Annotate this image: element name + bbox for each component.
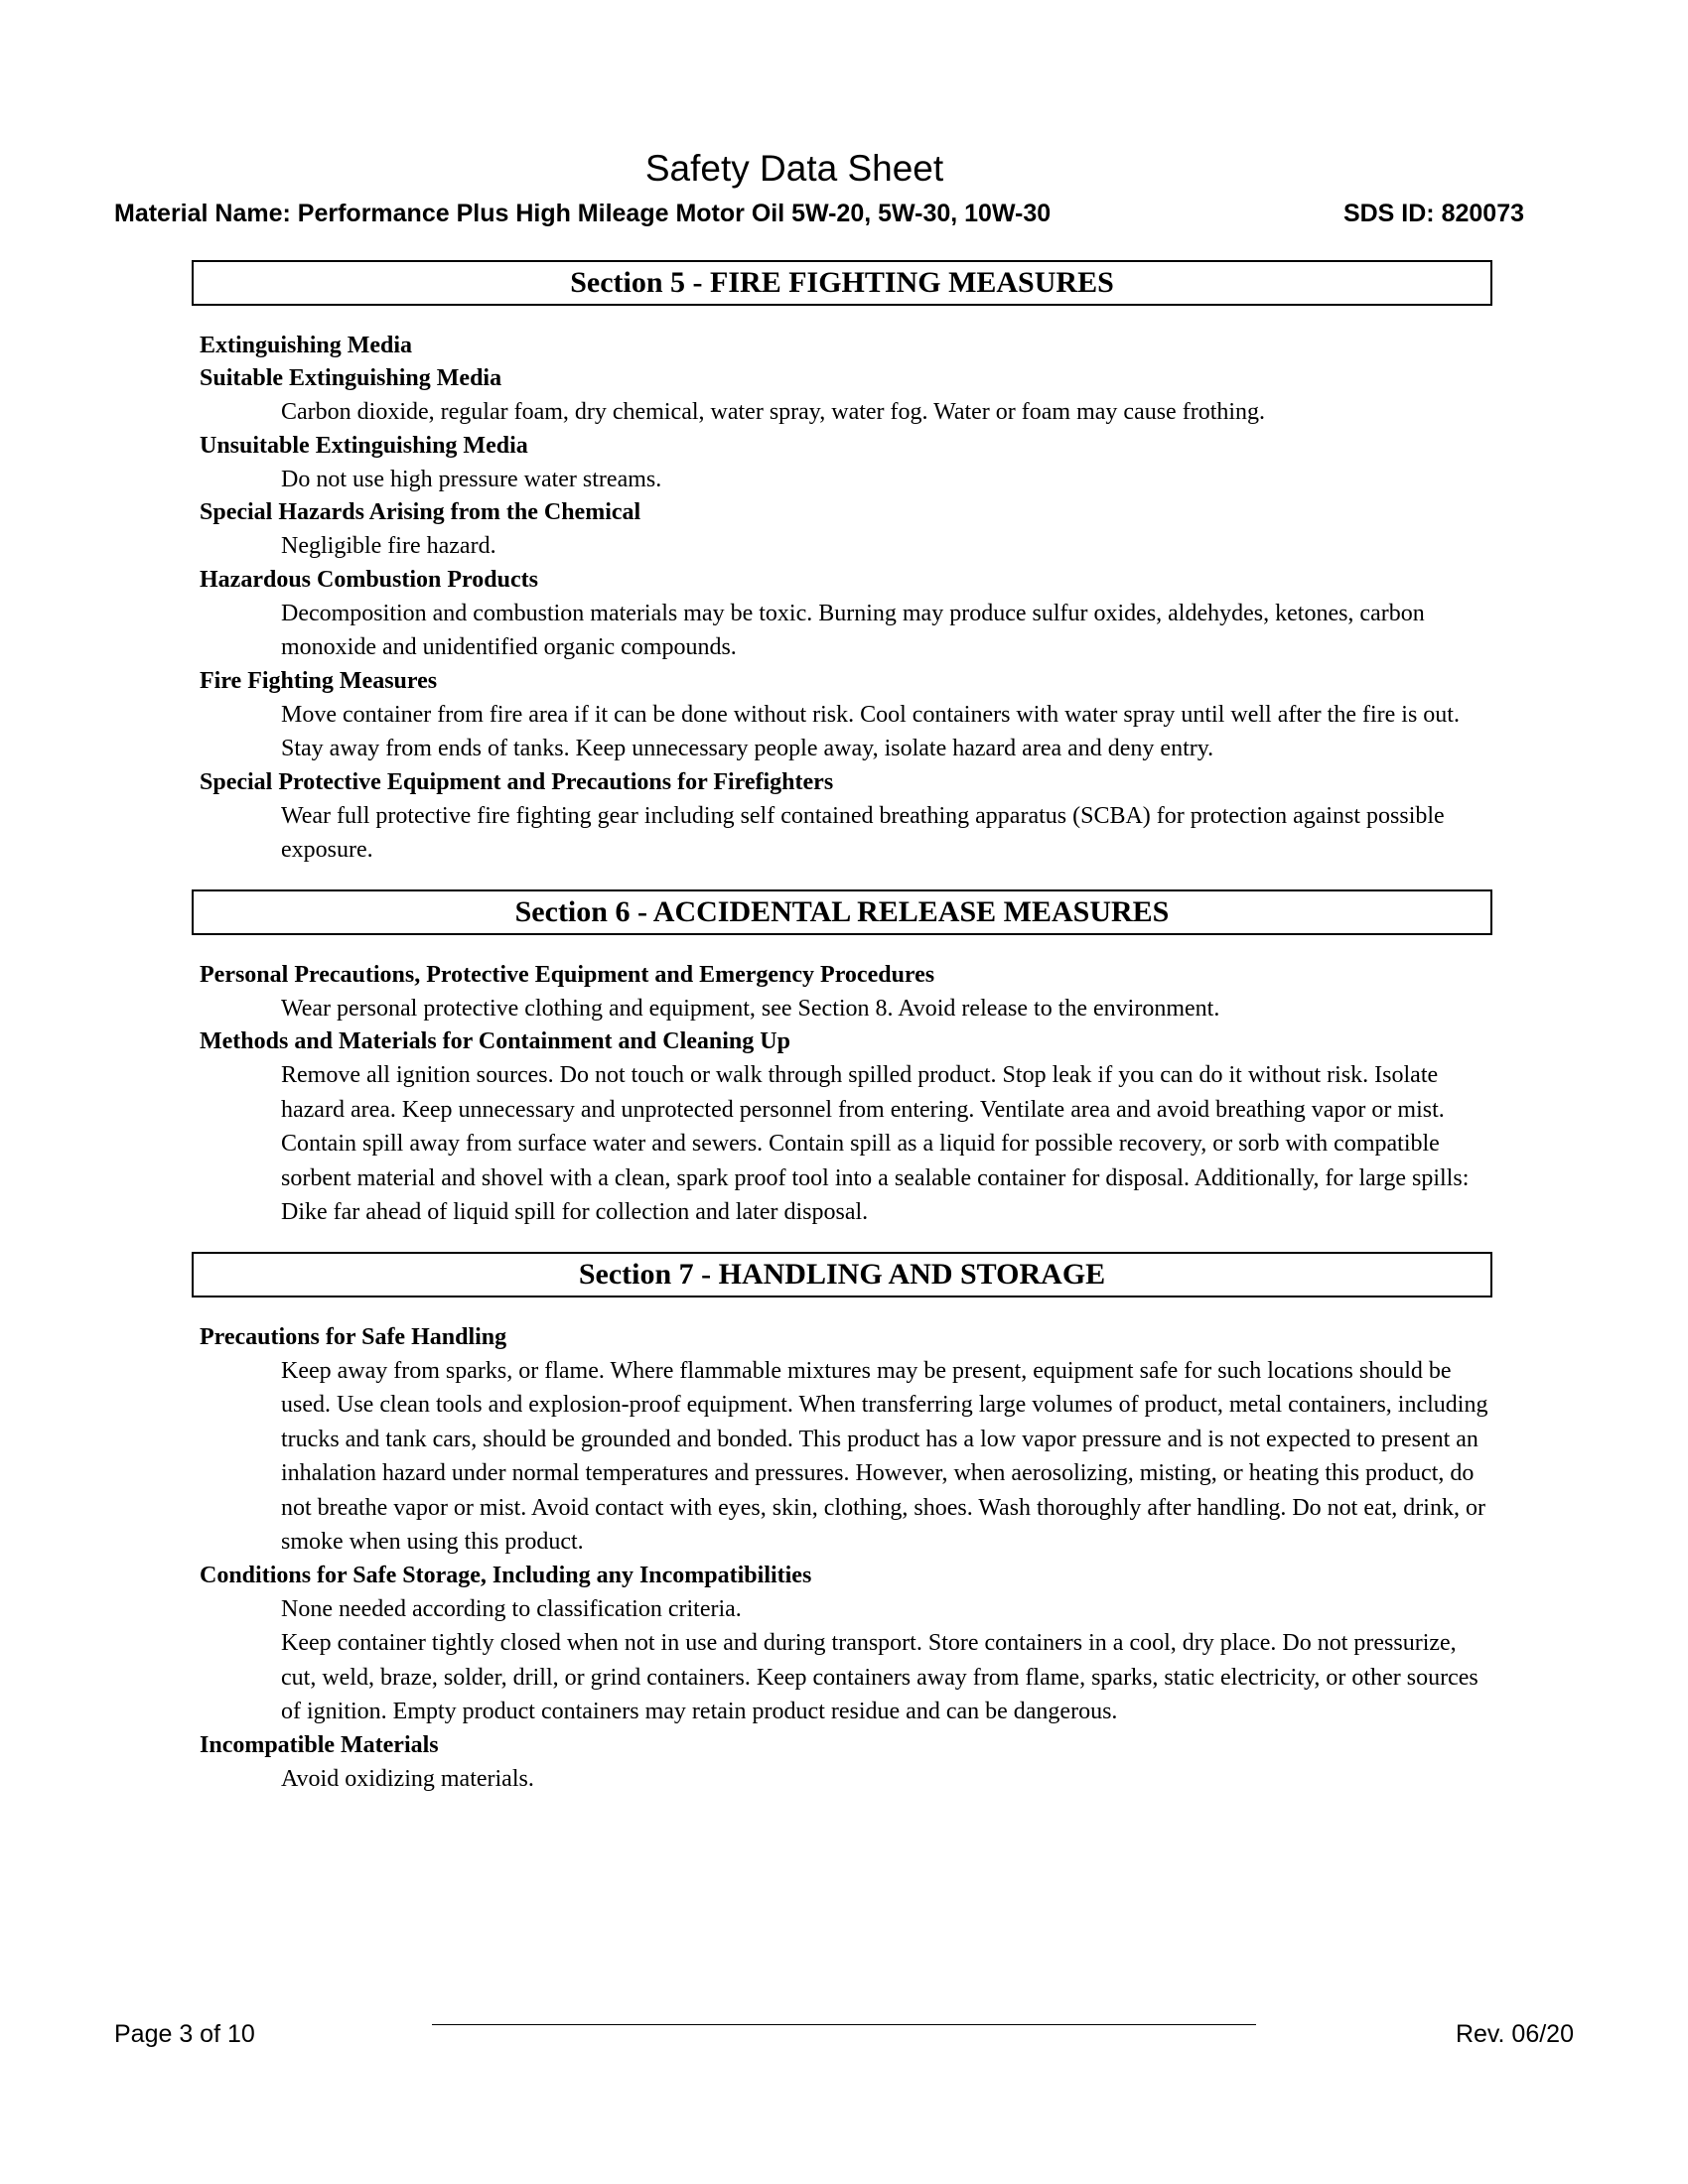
subsection-text: Remove all ignition sources. Do not touch or walk through spilled product. Stop leak if you can do it without risk. Isolate hazard area. Keep unnecessary and unprotected personnel from entering. Ventilate area and avoid breathing vapor or mist. Contain spill away from surface water and sewers. Contain spill as a liquid for possible recovery, or sorb with compatible sorbent material and shovel with a clean, spark proof tool into a sealable container for disposal. Additionally, for large spills: Dike far ahead of liquid spill for collection and later disposal. (281, 1062, 1470, 1225)
subsection-heading: Special Protective Equipment and Precautions for Firefighters (200, 768, 834, 795)
revision: Rev. 06/20 (1455, 2020, 1574, 2048)
material-name: Material Name: Performance Plus High Mileage Motor Oil 5W-20, 5W-30, 10W-30 (114, 200, 1052, 227)
subsection-heading: Methods and Materials for Containment and Cleaning Up (200, 1028, 790, 1054)
subsection-heading: Conditions for Safe Storage, Including any Incompatibilities (200, 1562, 812, 1588)
subsection-text: Wear full protective fire fighting gear including self contained breathing apparatus (SCBA) for protection against possible exposure. (281, 802, 1445, 863)
subsection-text: Avoid oxidizing materials. (281, 1765, 534, 1792)
material-header (114, 197, 1524, 230)
section-heading: Section 7 - HANDLING AND STORAGE (192, 1252, 1492, 1297)
sds-id: SDS ID: 820073 (1342, 200, 1524, 227)
section-body (192, 330, 1492, 868)
subsection-heading: Personal Precautions, Protective Equipment and Emergency Procedures (200, 961, 935, 988)
section-heading: Section 6 - ACCIDENTAL RELEASE MEASURES (192, 889, 1492, 935)
subsection-heading: Incompatible Materials (200, 1731, 439, 1758)
subsection-text: None needed according to classification criteria. (281, 1595, 742, 1622)
subsection-text: Keep away from sparks, or flame. Where flammable mixtures may be present, equipment safe for such locations should be used. Use clean tools and explosion-proof equipment. When transferring large volumes of product, metal containers, including trucks and tank cars, should be grounded and bonded. This product has a low vapor pressure and is not expected to present an inhalation hazard under normal temperatures and pressures. However, when aerosolizing, misting, or heating this product, do not breathe vapor or mist. Avoid contact with eyes, skin, clothing, shoes. Wash thoroughly after handling. Do not eat, drink, or smoke when using this product. (281, 1357, 1488, 1555)
document-body (192, 260, 1492, 1818)
subsection-text: Carbon dioxide, regular foam, dry chemical, water spray, water fog. Water or foam may cause frothing. (281, 399, 1266, 425)
subsection-text: Negligible fire hazard. (281, 533, 496, 559)
subsection-heading: Unsuitable Extinguishing Media (200, 432, 528, 459)
subsection-heading: Hazardous Combustion Products (200, 566, 538, 593)
subsection-text: Wear personal protective clothing and equipment, see Section 8. Avoid release to the environment. (281, 995, 1220, 1022)
subsection-text: Decomposition and combustion materials may be toxic. Burning may produce sulfur oxides, aldehydes, ketones, carbon monoxide and unidentified organic compounds. (281, 600, 1425, 660)
section-heading: Section 5 - FIRE FIGHTING MEASURES (192, 260, 1492, 306)
subsection-heading: Extinguishing Media (200, 333, 413, 358)
footer-divider (432, 2024, 1256, 2025)
page-number: Page 3 of 10 (114, 2020, 255, 2048)
subsection-heading: Suitable Extinguishing Media (200, 365, 502, 391)
section-body (192, 959, 1492, 1230)
subsection-text: Do not use high pressure water streams. (281, 466, 662, 492)
subsection-text: Keep container tightly closed when not in use and during transport. Store containers in a cool, dry place. Do not pressurize, cut, weld, braze, solder, drill, or grind containers. Keep containers away from flame, sparks, static electricity, or other sources of ignition. Empty product containers may retain product residue and can be dangerous. (281, 1630, 1478, 1724)
subsection-heading: Special Hazards Arising from the Chemical (200, 499, 641, 525)
section-body (192, 1321, 1492, 1797)
subsection-heading: Fire Fighting Measures (200, 667, 438, 694)
subsection-heading: Precautions for Safe Handling (200, 1323, 507, 1350)
document-title: Safety Data Sheet (644, 148, 944, 189)
subsection-text: Move container from fire area if it can be done without risk. Cool containers with water spray until well after the fire is out. Stay away from ends of tanks. Keep unnecessary people away, isolate hazard area and deny entry. (281, 701, 1460, 761)
